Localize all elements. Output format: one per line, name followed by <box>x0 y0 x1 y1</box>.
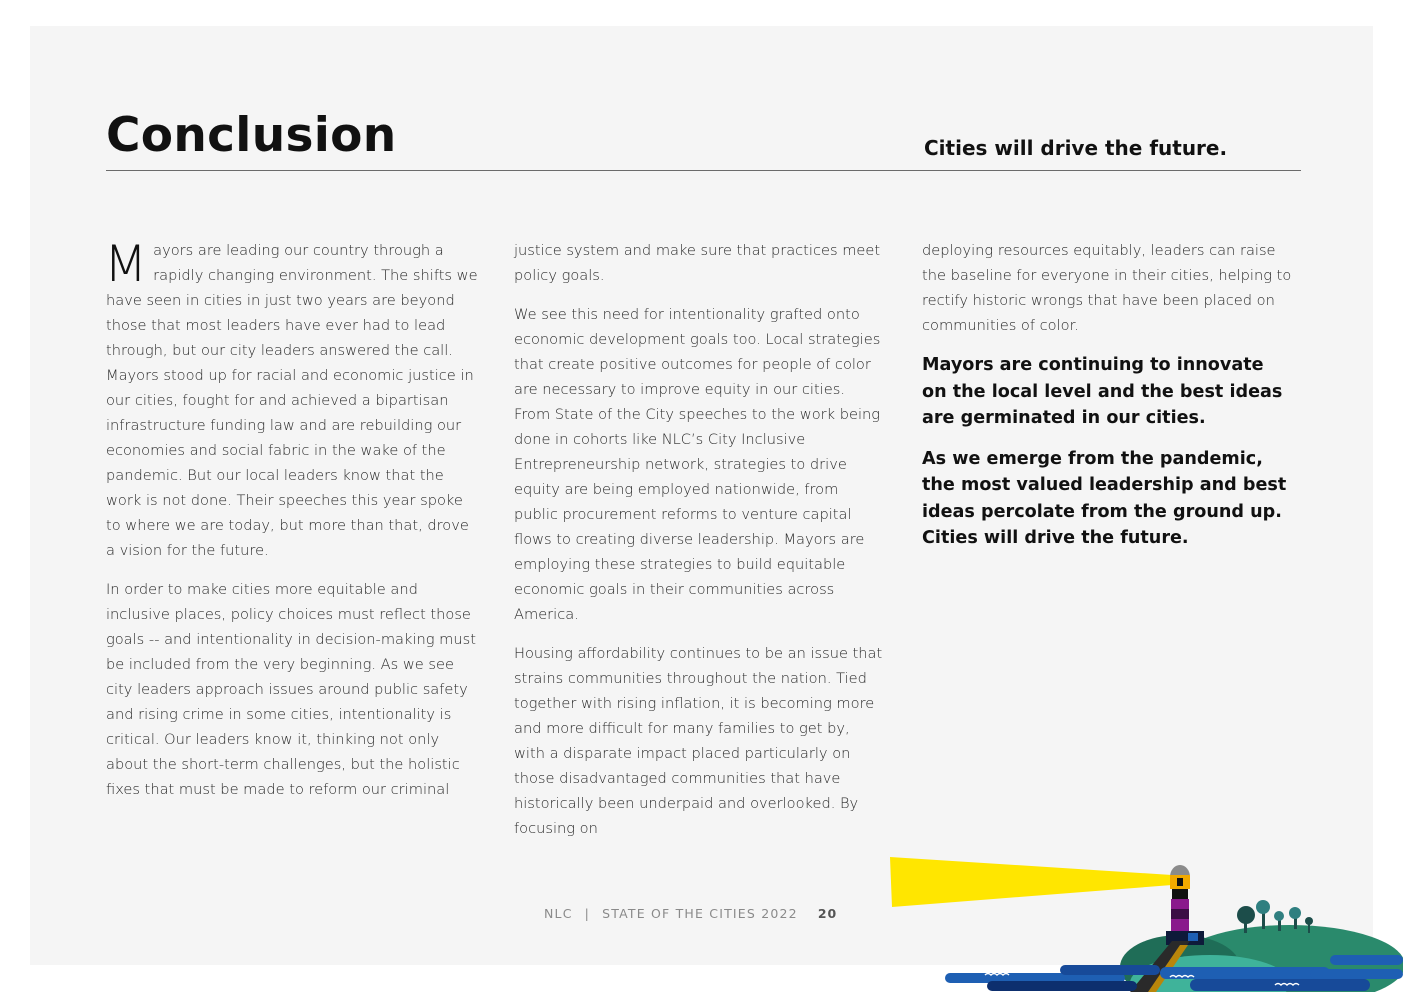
paragraph: Mayors are leading our country through a rapidly changing environment. The shifts we have seen in cities in just two years are beyond those that most leaders have ever had to lead through, but our city leaders answered the call. Mayors stood up for racial and economic justice in our cities, fought for and achieved a bipartisan infrastructure funding law and are rebuilding our economies and social fabric in the wake of the pandemic. But our local leaders know that the work is not done. Their speeches this year spoke to where we are today, but more than that, drove a vision for the future. <box>104 235 478 559</box>
page-title: Conclusion <box>106 108 397 163</box>
footer-org: NLC <box>544 906 573 921</box>
body-column-3 <box>922 238 1292 566</box>
lighthouse-icon <box>1166 865 1204 945</box>
footer-publication: STATE OF THE CITIES 2022 <box>602 906 798 921</box>
paragraph: deploying resources equitably, leaders can raise the baseline for everyone in their cities, helping to rectify historic wrongs that have been placed on communities of color. <box>922 242 1292 334</box>
paragraph: We see this need for intentionality grafted onto economic development goals too. Local strategies that create positive outcomes for people of color are necessary to improve equity in our cities. From State of the City speeches to the work being done in cohorts like NLC’s City Inclusive Entrepreneurship network, strategies to drive equity are being employed nationwide, from public procurement reforms to venture capital flows to creating diverse leadership. Mayors are employing these strategies to build equitable economic goals in their communities across America. <box>514 306 881 623</box>
lighthouse-illustration <box>890 855 1403 992</box>
drop-cap: M <box>104 235 148 293</box>
page-footer <box>544 906 837 921</box>
callout-quote: As we emerge from the pandemic, the most valued leadership and best ideas percolate from the ground up. Cities will drive the future. <box>922 448 1287 548</box>
callout-quote: Mayors are continuing to innovate on the local level and the best ideas are germinated in our cities. <box>922 355 1283 428</box>
page-number: 20 <box>817 906 838 921</box>
header-divider <box>106 170 1301 171</box>
paragraph: Housing affordability continues to be an issue that strains communities throughout the nation. Tied together with rising inflation, it is becoming more and more difficult for many families to get by, with a disparate impact placed particularly on those disadvantaged communities that have historically been underpaid and overlooked. By focusing on <box>514 645 883 837</box>
body-column-2 <box>514 238 884 855</box>
paragraph: justice system and make sure that practices meet policy goals. <box>514 242 881 284</box>
page-tagline: Cities will drive the future. <box>924 136 1228 160</box>
paragraph: In order to make cities more equitable and inclusive places, policy choices must reflect those goals -- and intentionality in decision-making must be included from the very beginning. As we see city leaders approach issues around public safety and rising crime in some cities, intentionality is critical. Our leaders know it, thinking not only about the short-term challenges, but the holistic fixes that must be made to reform our criminal <box>106 581 476 798</box>
light-beam <box>890 857 1172 907</box>
body-column-1 <box>104 235 480 816</box>
footer-separator: | <box>584 906 591 921</box>
